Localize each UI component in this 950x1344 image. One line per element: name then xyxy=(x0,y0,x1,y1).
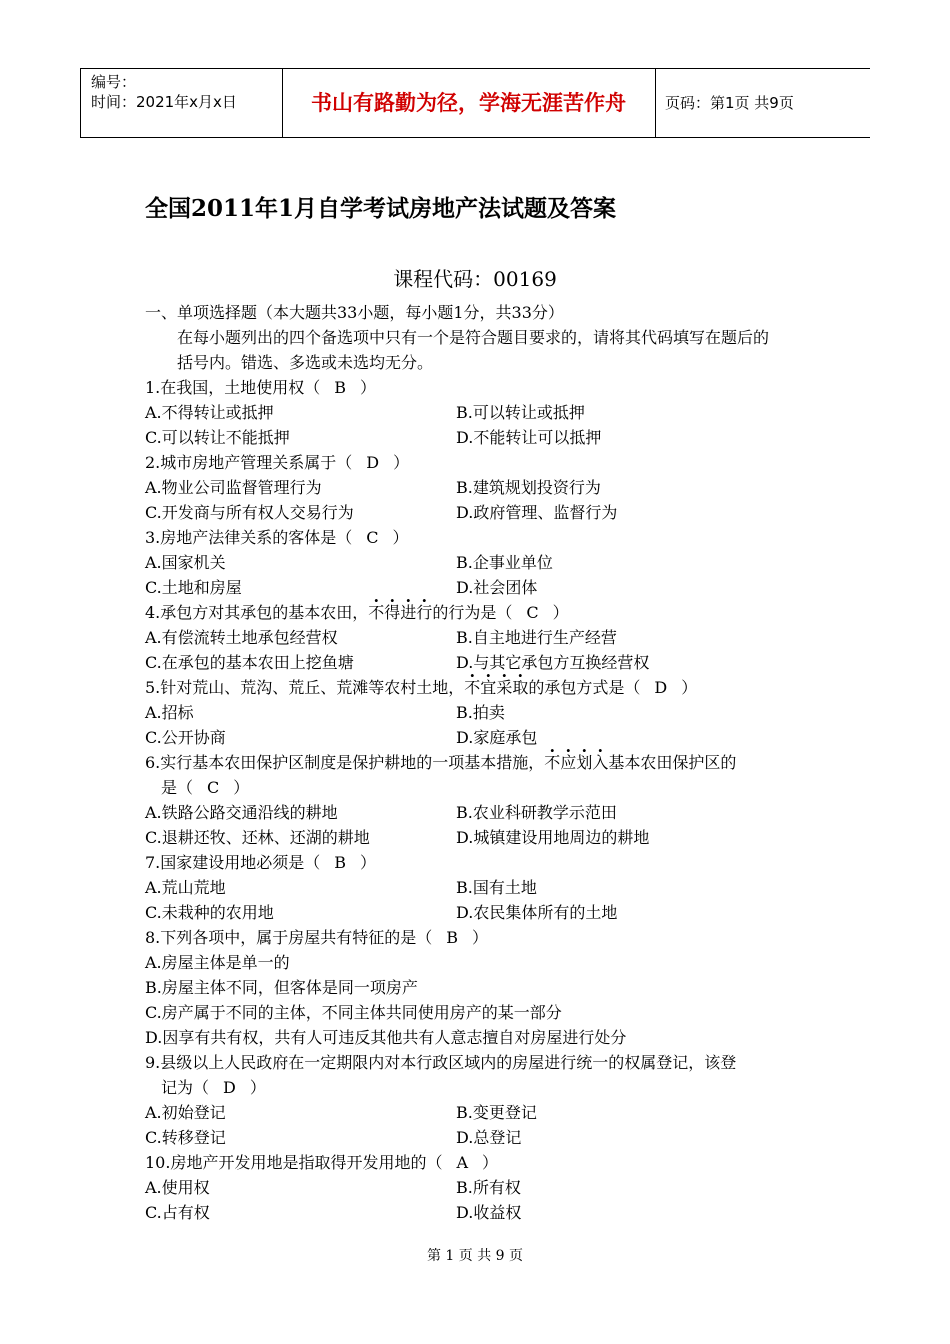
option-b: B.国有土地 xyxy=(456,878,537,897)
option-a: A.初始登记 xyxy=(145,1103,226,1122)
question-stem: 1.在我国，土地使用权（ B ） xyxy=(145,375,785,400)
option-a: A.国家机关 xyxy=(145,553,226,572)
option-row xyxy=(145,700,785,725)
option-row xyxy=(145,500,785,525)
header-page-info: 页码：第1页 共9页 xyxy=(665,94,794,112)
option-a: A.荒山荒地 xyxy=(145,878,226,897)
question-stem-continued: 是（ C ） xyxy=(145,775,785,800)
question-stem: 6.实行基本农田保护区制度是保护耕地的一项基本措施，不应划入基本农田保护区的 xyxy=(145,753,737,772)
option-d: D.因享有共有权，共有人可违反其他共有人意志擅自对房屋进行处分 xyxy=(145,1028,627,1047)
question-stem: 9.县级以上人民政府在一定期限内对本行政区域内的房屋进行统一的权属登记，该登 xyxy=(145,1053,737,1072)
answer-letter: A xyxy=(456,1153,469,1172)
option-b: B.自主地进行生产经营 xyxy=(456,628,617,647)
option-a: A.物业公司监督管理行为 xyxy=(145,478,322,497)
section-heading: 一、单项选择题（本大题共33小题，每小题1分，共33分） xyxy=(145,303,564,322)
option-c: C.占有权 xyxy=(145,1203,210,1222)
option-row xyxy=(145,725,785,750)
header-meta-cell xyxy=(80,69,283,137)
number-label: 编号： xyxy=(91,73,137,91)
question-stem: 3.房地产法律关系的客体是（ C ） xyxy=(145,525,785,550)
option-d: D.家庭承包 xyxy=(456,728,538,747)
option-b: B.所有权 xyxy=(456,1178,521,1197)
option-d: D.农民集体所有的土地 xyxy=(456,903,618,922)
question-stem: 8.下列各项中，属于房屋共有特征的是（ B ） xyxy=(145,925,785,950)
answer-letter: D xyxy=(366,453,380,472)
question-stem-continued: 记为（ D ） xyxy=(145,1075,785,1100)
question-stem: 4.承包方对其承包的基本农田，不得进行的行为是（ C ） xyxy=(145,600,785,625)
option-b: B.拍卖 xyxy=(456,703,505,722)
option-a: A.房屋主体是单一的 xyxy=(145,953,290,972)
option-row xyxy=(145,425,785,450)
answer-letter: D xyxy=(654,678,668,697)
emphasis-text: 不得进行 xyxy=(368,603,433,622)
page-header xyxy=(80,68,870,138)
option-b: B.企事业单位 xyxy=(456,553,553,572)
option-c: C.在承包的基本农田上挖鱼塘 xyxy=(145,653,354,672)
option-b: B.可以转让或抵押 xyxy=(456,403,585,422)
answer-letter: C xyxy=(526,603,539,622)
instruction-line-2: 括号内。错选、多选或未选均无分。 xyxy=(177,353,434,372)
option-c: C.未栽种的农用地 xyxy=(145,903,274,922)
option-row xyxy=(145,650,785,675)
answer-letter: B xyxy=(446,928,459,947)
option-row xyxy=(145,575,785,600)
answer-letter: C xyxy=(366,528,379,547)
option-b: B.农业科研教学示范田 xyxy=(456,803,617,822)
answer-letter: B xyxy=(334,378,347,397)
option-b: B.房屋主体不同，但客体是同一项房产 xyxy=(145,978,418,997)
option-row xyxy=(145,550,785,575)
option-c: C.开发商与所有权人交易行为 xyxy=(145,503,354,522)
answer-letter: B xyxy=(334,853,347,872)
header-motto: 书山有路勤为径，学海无涯苦作舟 xyxy=(282,69,656,137)
option-d: D.收益权 xyxy=(456,1203,522,1222)
option-d: D.总登记 xyxy=(456,1128,522,1147)
question-stem: 5.针对荒山、荒沟、荒丘、荒滩等农村土地，不宜采取的承包方式是（ D ） xyxy=(145,675,785,700)
option-row xyxy=(145,1175,785,1200)
option-c: C.房产属于不同的主体，不同主体共同使用房产的某一部分 xyxy=(145,1003,562,1022)
option-a: A.不得转让或抵押 xyxy=(145,403,274,422)
question-stem: 2.城市房地产管理关系属于（ D ） xyxy=(145,450,785,475)
option-d: D.政府管理、监督行为 xyxy=(456,503,618,522)
option-row xyxy=(145,1200,785,1225)
option-row xyxy=(145,1100,785,1125)
option-c: C.可以转让不能抵押 xyxy=(145,428,290,447)
option-row xyxy=(145,1125,785,1150)
option-b: B.建筑规划投资行为 xyxy=(456,478,601,497)
emphasis-text: 不宜采取 xyxy=(464,678,529,697)
time-label: 时间：2021年x月x日 xyxy=(91,93,237,111)
course-code: 课程代码：00169 xyxy=(393,267,557,291)
document-title: 全国2011年1月自学考试房地产法试题及答案 xyxy=(145,195,617,222)
option-row xyxy=(145,875,785,900)
option-row xyxy=(145,475,785,500)
option-d: D.不能转让可以抵押 xyxy=(456,428,602,447)
option-row xyxy=(145,625,785,650)
page-footer: 第 1 页 共 9 页 xyxy=(426,1248,524,1264)
question-stem: 10.房地产开发用地是指取得开发用地的（ A ） xyxy=(145,1150,785,1175)
option-a: A.铁路公路交通沿线的耕地 xyxy=(145,803,338,822)
option-row xyxy=(145,900,785,925)
option-b: B.变更登记 xyxy=(456,1103,537,1122)
answer-letter: C xyxy=(207,778,220,797)
option-a: A.有偿流转土地承包经营权 xyxy=(145,628,338,647)
option-c: C.土地和房屋 xyxy=(145,578,242,597)
option-d: D.城镇建设用地周边的耕地 xyxy=(456,828,650,847)
answer-letter: D xyxy=(223,1078,236,1097)
question-section xyxy=(145,300,785,1225)
option-c: C.退耕还牧、还林、还湖的耕地 xyxy=(145,828,370,847)
emphasis-text: 不应划入 xyxy=(544,753,609,772)
option-d: D.社会团体 xyxy=(456,578,538,597)
option-c: C.转移登记 xyxy=(145,1128,226,1147)
option-d: D.与其它承包方互换经营权 xyxy=(456,653,650,672)
option-a: A.招标 xyxy=(145,703,194,722)
instruction-line-1: 在每小题列出的四个备选项中只有一个是符合题目要求的，请将其代码填写在题后的 xyxy=(177,328,770,347)
option-c: C.公开协商 xyxy=(145,728,226,747)
question-stem: 7.国家建设用地必须是（ B ） xyxy=(145,850,785,875)
option-a: A.使用权 xyxy=(145,1178,210,1197)
option-row xyxy=(145,825,785,850)
option-row xyxy=(145,400,785,425)
option-row xyxy=(145,800,785,825)
